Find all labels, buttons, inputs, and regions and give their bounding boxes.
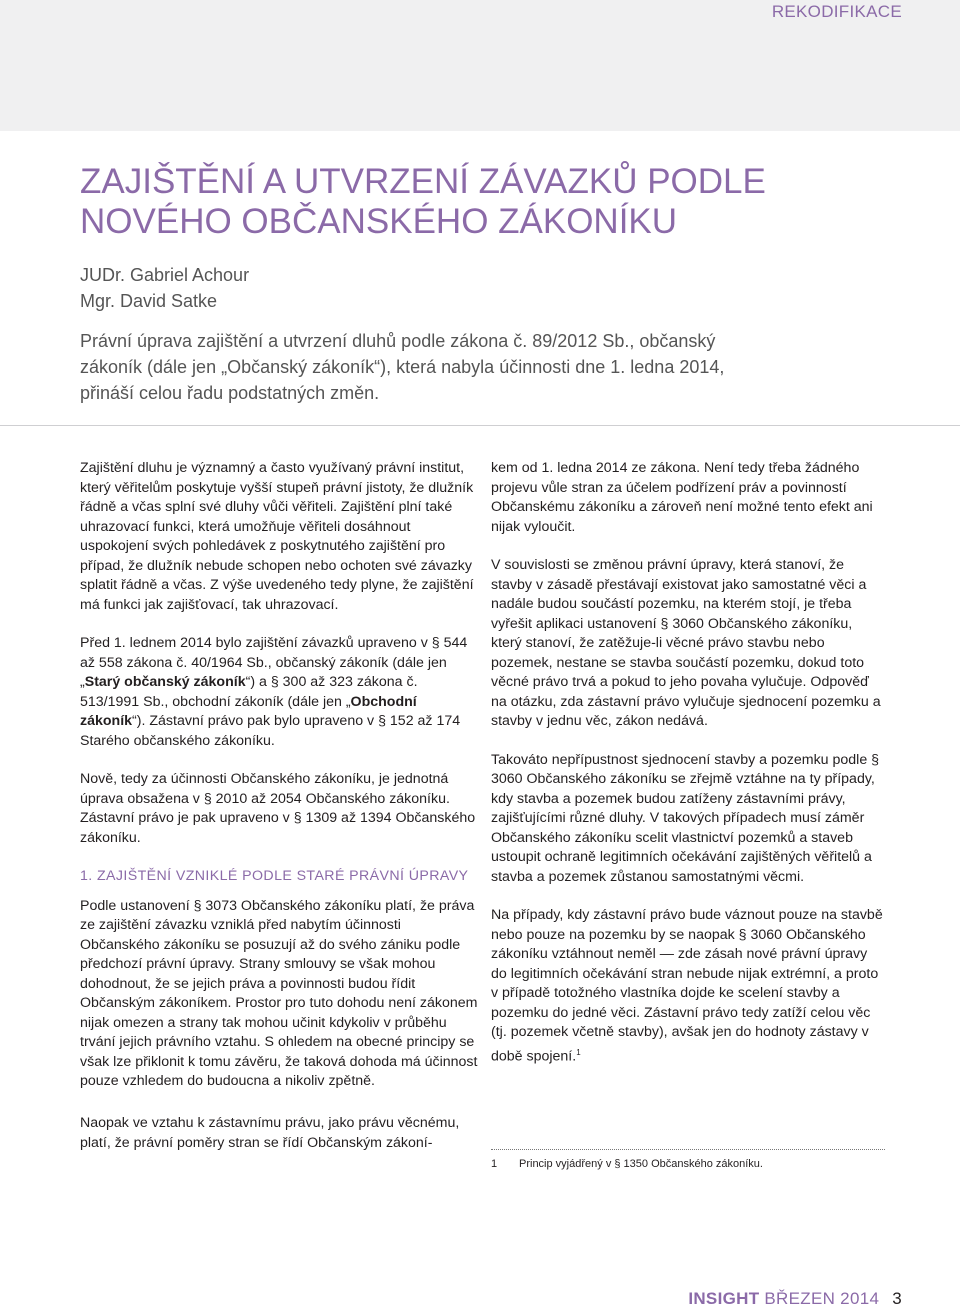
- footnote-ref: 1: [576, 1047, 581, 1057]
- article-title: ZAJIŠTĚNÍ A UTVRZENÍ ZÁVAZKŮ PODLE NOVÉHO OBČANSKÉHO ZÁKONÍKU: [80, 162, 766, 241]
- page-footer: [688, 1289, 902, 1309]
- paragraph: Naopak ve vztahu k zástavnímu právu, jako právu věcnému, platí, že právní poměry stran se řídí Občanským zákoní-: [80, 1115, 460, 1151]
- section-label: REKODIFIKACE: [771, 2, 902, 21]
- section-heading: 1. ZAJIŠTĚNÍ VZNIKLÉ PODLE STARÉ PRÁVNÍ ÚPRAVY: [80, 868, 469, 884]
- left-column: [80, 459, 480, 1111]
- paragraph: Zajištění dluhu je významný a často využívaný právní institut, který věřitelům poskytuje vyšší stupeň právní jistoty, že dlužník řádně a včas splní své dluhy vůči věřiteli. Zajištění plní také uhrazovací funkci, která umožňuje věřiteli dosáhnout uspokojení svých pohledávek z poskytnutého zajištění pro případ, že dlužník nebude schopen nebo ochoten své závazky splatit řádně a včas. Z výše uvedeného tedy plyne, že zajištění má funkci jak zajišťovací, tak uhrazovací.: [80, 460, 474, 613]
- footnote: [491, 1158, 763, 1170]
- paragraph: Takováto nepřípustnost sjednocení stavby a pozemku podle § 3060 Občanského zákoníku se zřejmě vztáhne na ty případy, kdy stavba a pozemek budou zatíženy zástavními právy, zajišťujícími různé dluhy. V takových případech musí záměr Občanského zákoníku scelit vlastnictví pozemků a staveb ustoupit ochraně legitimních očekávání zajištěných věřitelů a stavba a pozemek zůstanou samostatnými věcmi.: [491, 751, 880, 885]
- lead-paragraph: Právní úprava zajištění a utvrzení dluhů podle zákona č. 89/2012 Sb., občanský zákoník (dále jen „Občanský zákoník“), která nabyla účinnosti dne 1. ledna 2014, přináší celou řadu podstatných změn.: [80, 331, 725, 403]
- right-column: [491, 459, 886, 1086]
- paragraph: Na případy, kdy zástavní právo bude váznout pouze na stavbě nebo pouze na pozemku by se naopak § 3060 Občanského zákoníku vztáhnout neměl — zde zásah nové právní úpravy do legitimních očekávání stran nebude nijak extrémní, a proto v případě totožného vlastníka dojde ke scelení stavby a pozemku do jedné věci. Zástavní právo tedy zatíží celou věc (tj. pozemek včetně stavby), avšak jen do hodnoty zástavy v době spojení.$^1$: [491, 907, 883, 1065]
- author-1: JUDr. Gabriel Achour: [80, 265, 250, 285]
- footnote-number: 1: [491, 1158, 498, 1170]
- paragraph: Před 1. lednem 2014 bylo zajištění závazků upraveno v § 544 až 558 zákona č. 40/1964 Sb., občanský zákoník (dále jen „Starý občanský zákoník“) a § 300 až 323 zákona č. 513/1991 Sb., obchodní zákoník (dále jen „Obchodní zákoník“). Zástavní právo pak bylo upraveno v § 152 až 174 Starého občanského zákoníku.: [80, 635, 468, 749]
- authors: [80, 262, 249, 314]
- divider: [0, 425, 960, 426]
- footer-brand: INSIGHT: [688, 1289, 760, 1308]
- paragraph: Podle ustanovení § 3073 Občanského zákoníku platí, že práva ze zajištění závazku vzniklá před nabytím účinnosti Občanského zákoníku se posuzují až do svého zániku podle předchozí právní úpravy. Strany smlouvy se však mohou dohodnout, že se jejich práva a povinnosti budou řídit Občanským zákoníkem. Prostor pro tuto dohodu není zákonem nijak omezen a strany tak mohou učinit kdykoliv v průběhu trvání jejich právního vztahu. S ohledem na obecné principy se však lze přiklonit k tomu závěru, že taková dohoda má účinnost pouze vzhledem do budoucna a nikoliv zpětně.: [80, 897, 478, 1089]
- paragraph: V souvislosti se změnou právní úpravy, která stanoví, že stavby v zásadě přestávají existovat jako samostatné věci a nadále budou součástí pozemku, na kterém stojí, je třeba vyřešit aplikaci ustanovení § 3060 Občanského zákoníku, který stanoví, že zatěžuje-li věcné právo stavbu nebo pozemek, nestane se stavba součástí pozemku, dokud toto věcné právo trvá a pokud to jeho povaha vylučuje. Odpověď na otázku, zda zástavní právo vylučuje sjednocení pozemku a stavby v jednu věc, zákon nedává.: [491, 557, 881, 729]
- footnote-text: Princip vyjádřený v § 1350 Občanského zákoníku.: [519, 1158, 763, 1170]
- footnote-divider: [491, 1149, 885, 1150]
- page-number: 3: [892, 1289, 902, 1308]
- paragraph: Nově, tedy za účinnosti Občanského zákoníku, je jednotná úprava obsažena v § 2010 až 2054 Občanského zákoníku. Zástavní právo je pak upraveno v § 1309 až 1394 Občanského zákoníku.: [80, 771, 476, 846]
- author-2: Mgr. David Satke: [80, 291, 218, 311]
- footer-issue: BŘEZEN 2014: [764, 1289, 880, 1308]
- paragraph: kem od 1. ledna 2014 ze zákona. Není tedy třeba žádného projevu vůle stran za účelem podřízení práv a povinností Občanskému zákoníku a zároveň není možné tento efekt ani nijak vyloučit.: [491, 460, 873, 535]
